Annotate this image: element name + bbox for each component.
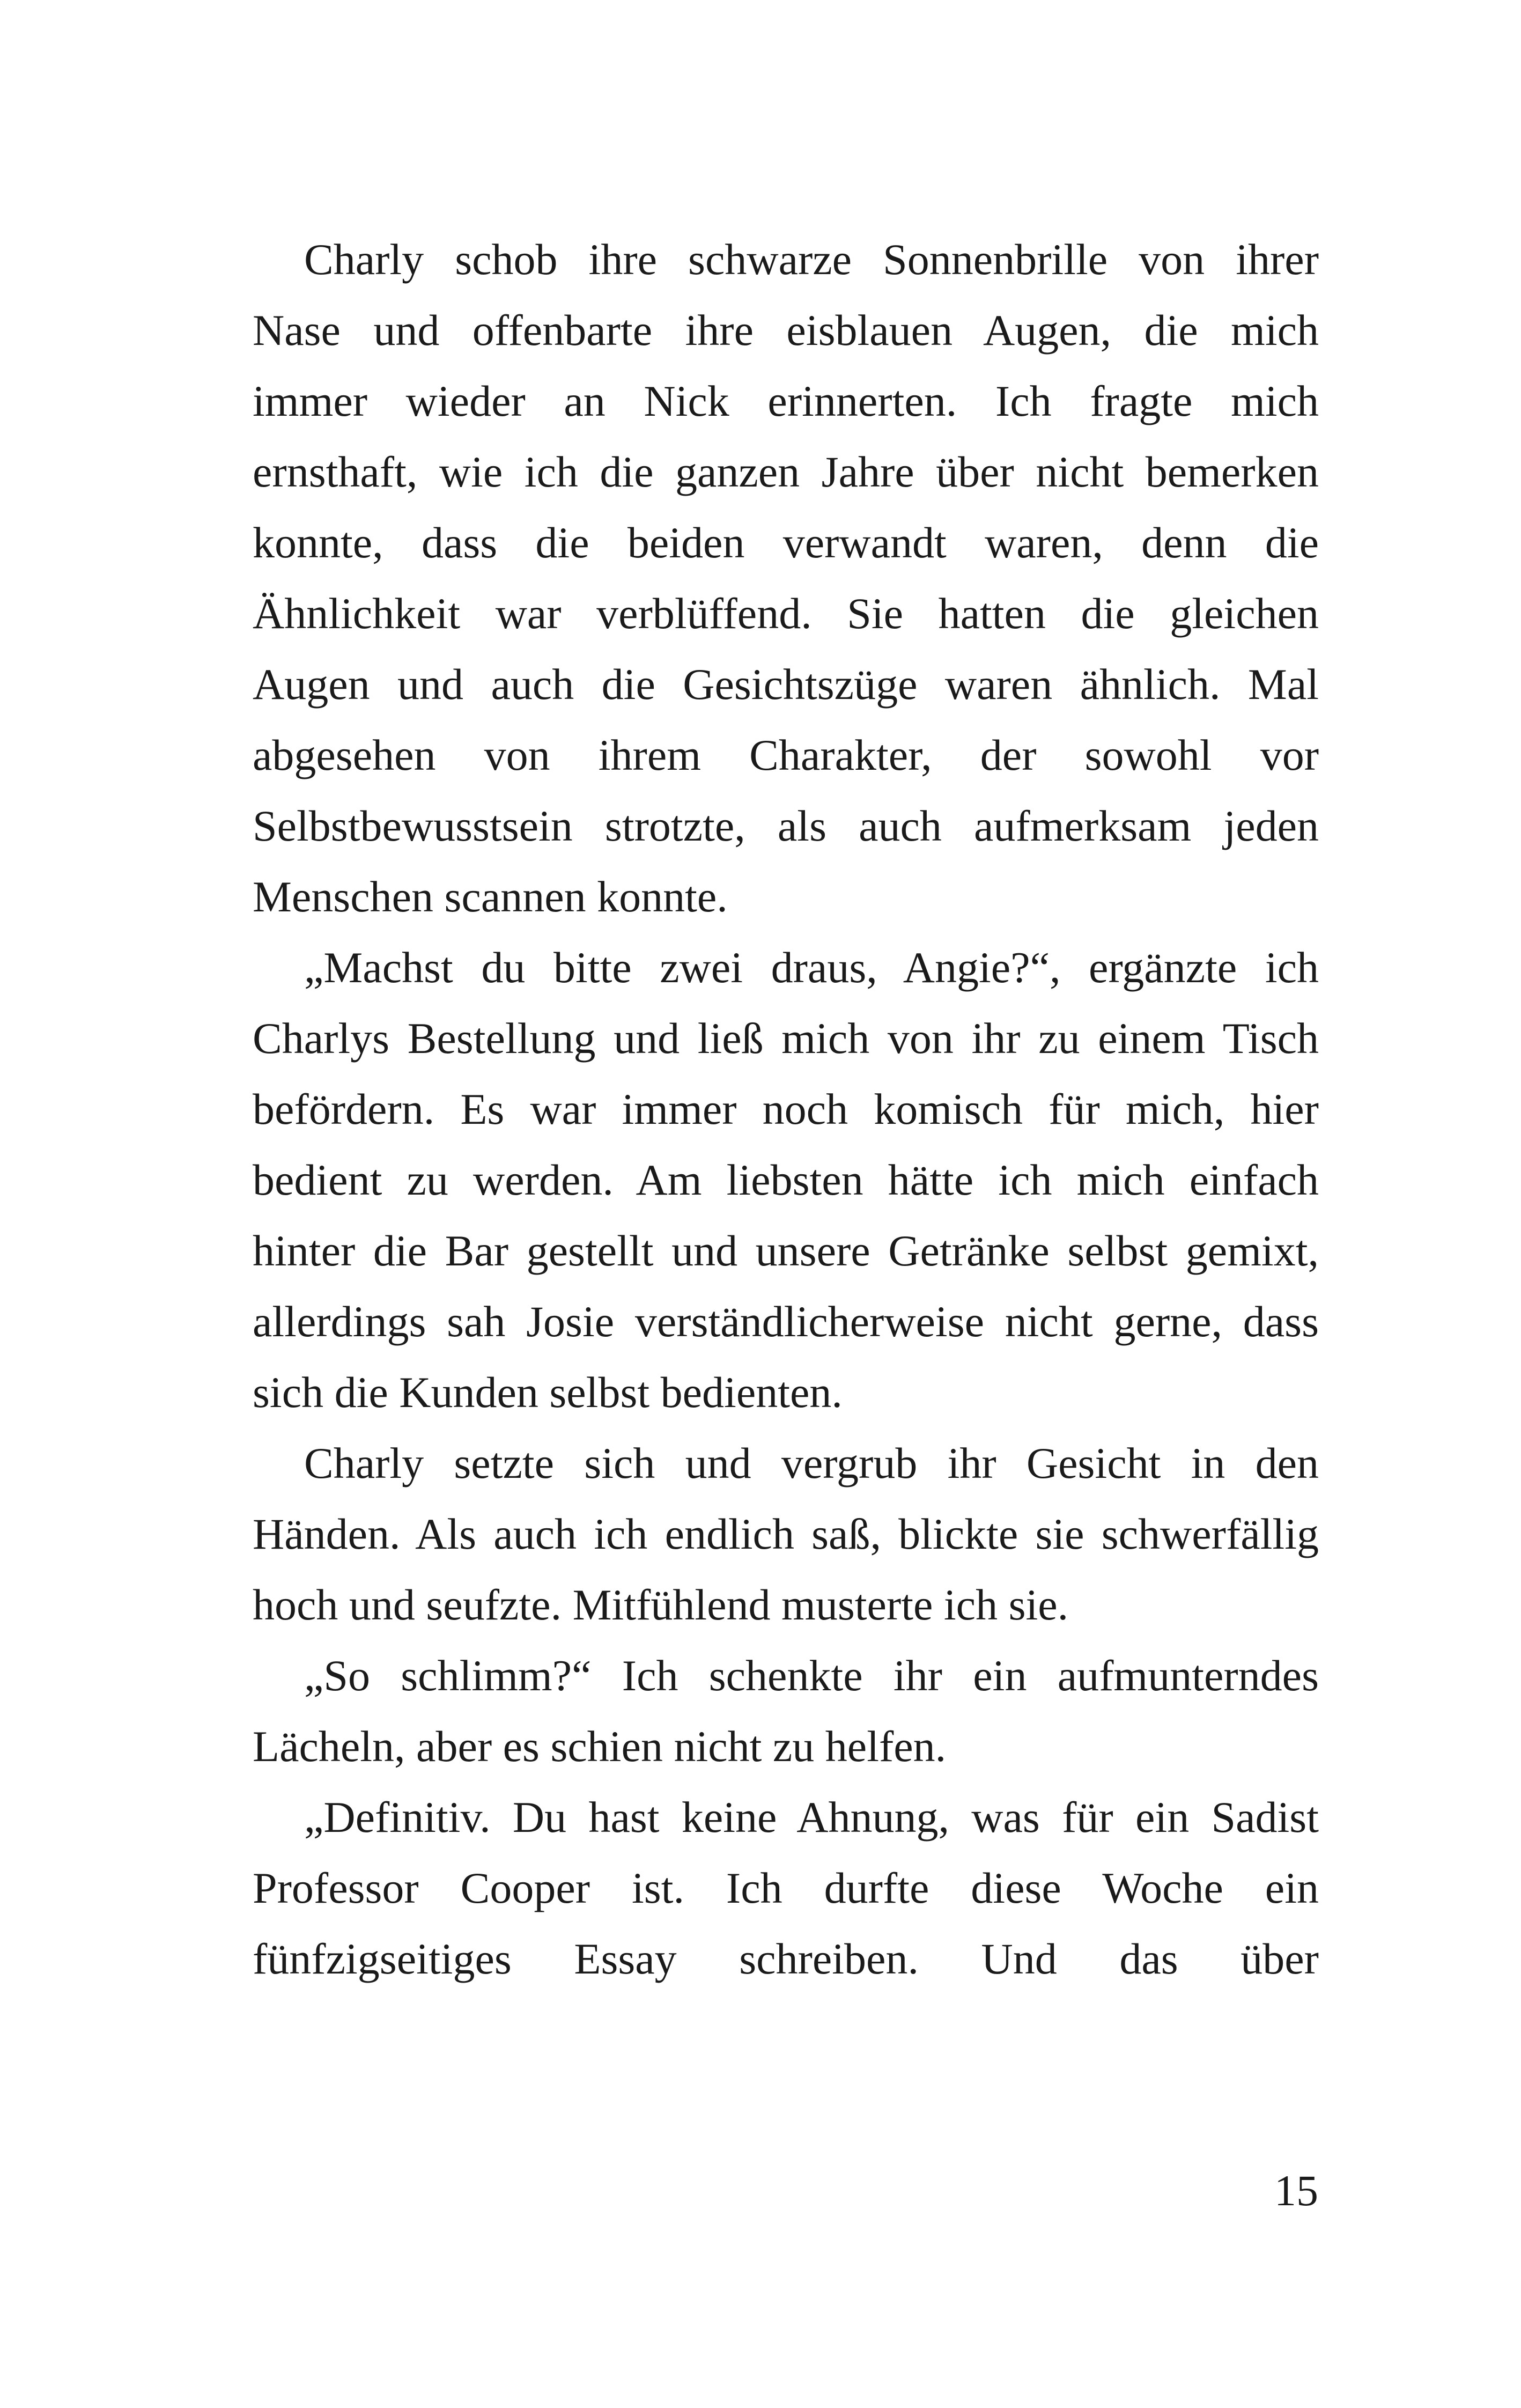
- text-line: ernsthaft, wie ich die ganzen Jahre über nicht bemerken: [253, 447, 1319, 496]
- text-line: Lächeln, aber es schien nicht zu helfen.: [253, 1722, 947, 1771]
- paragraph: [253, 1428, 1319, 1640]
- text-line: bedient zu werden. Am liebsten hätte ich mich einfach: [253, 1155, 1319, 1204]
- body-text: [253, 224, 1319, 1994]
- paragraph: [253, 1640, 1319, 1782]
- text-line: „So schlimm?“ Ich schenkte ihr ein aufmunterndes: [304, 1651, 1319, 1700]
- text-line: allerdings sah Josie verständlicherweise nicht gerne, dass: [253, 1297, 1319, 1346]
- text-line: Charly schob ihre schwarze Sonnenbrille von ihrer: [304, 235, 1319, 284]
- text-line: Ähnlichkeit war verblüffend. Sie hatten die gleichen: [253, 589, 1319, 638]
- text-line: Augen und auch die Gesichtszüge waren ähnlich. Mal: [253, 660, 1319, 709]
- text-line: konnte, dass die beiden verwandt waren, denn die: [253, 518, 1319, 567]
- paragraph: [253, 1782, 1319, 1994]
- text-line: fünfzigseitiges Essay schreiben. Und das über: [253, 1934, 1319, 1983]
- text-line: „Definitiv. Du hast keine Ahnung, was für ein Sadist: [304, 1793, 1319, 1842]
- text-line: immer wieder an Nick erinnerten. Ich fragte mich: [253, 377, 1319, 425]
- text-line: „Machst du bitte zwei draus, Angie?“, ergänzte ich: [304, 943, 1319, 992]
- text-line: abgesehen von ihrem Charakter, der sowohl vor: [253, 731, 1319, 779]
- text-line: Charlys Bestellung und ließ mich von ihr zu einem Tisch: [253, 1014, 1319, 1063]
- text-line: Professor Cooper ist. Ich durfte diese Woche ein: [253, 1864, 1319, 1912]
- paragraph: [253, 224, 1319, 932]
- text-line: hoch und seufzte. Mitfühlend musterte ich sie.: [253, 1580, 1069, 1629]
- text-line: Händen. Als auch ich endlich saß, blickte sie schwerfällig: [253, 1509, 1319, 1558]
- text-line: hinter die Bar gestellt und unsere Getränke selbst gemixt,: [253, 1226, 1319, 1275]
- text-line: Selbstbewusstsein strotzte, als auch aufmerksam jeden: [253, 801, 1319, 850]
- paragraph: [253, 932, 1319, 1428]
- text-line: Nase und offenbarte ihre eisblauen Augen, die mich: [253, 306, 1319, 355]
- text-line: sich die Kunden selbst bedienten.: [253, 1368, 843, 1417]
- text-line: Charly setzte sich und vergrub ihr Gesicht in den: [304, 1439, 1319, 1487]
- page-number: 15: [1274, 2166, 1318, 2215]
- text-line: befördern. Es war immer noch komisch für mich, hier: [253, 1085, 1319, 1133]
- text-line: Menschen scannen konnte.: [253, 872, 728, 921]
